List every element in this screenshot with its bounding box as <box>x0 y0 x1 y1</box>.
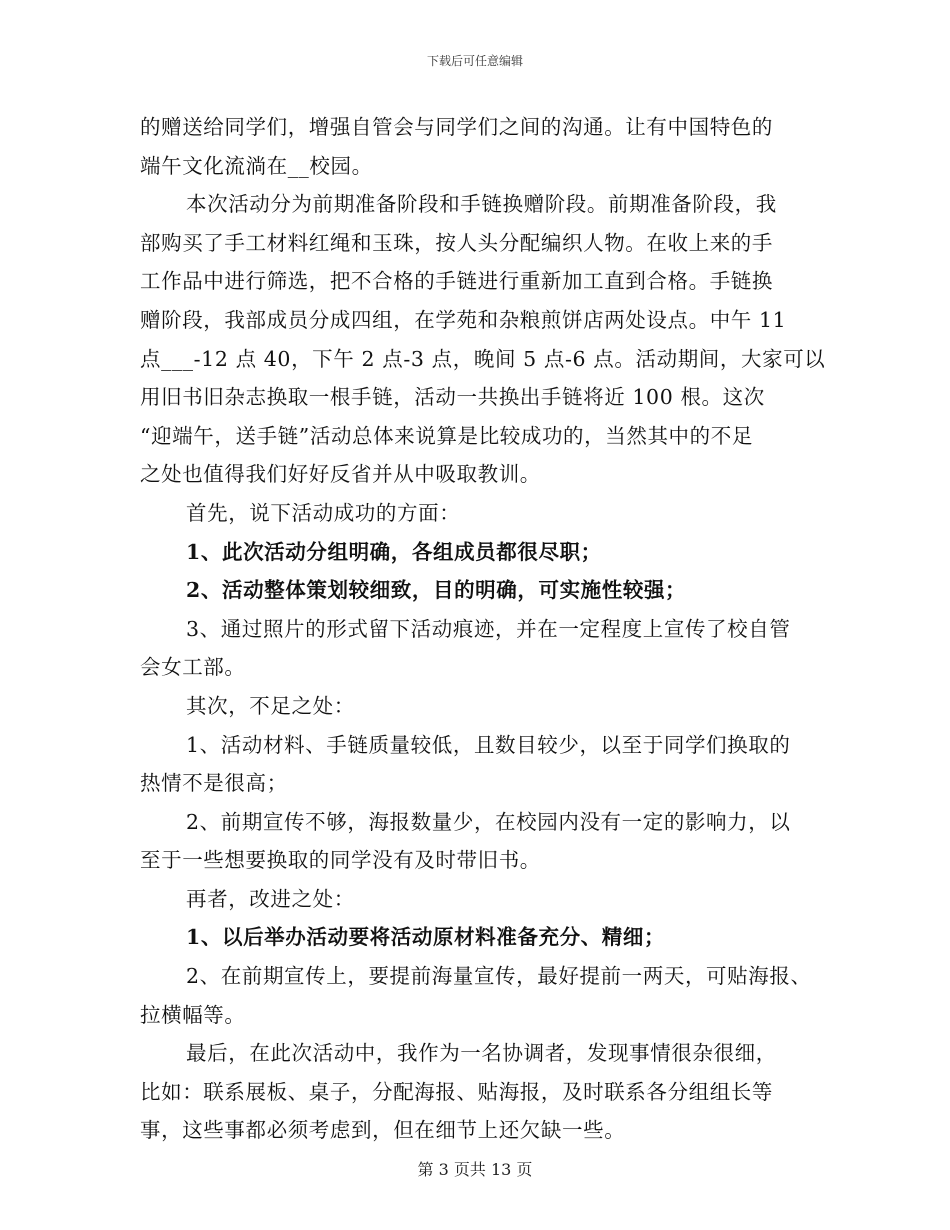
paragraph-line: 热情不是很高； <box>140 771 288 796</box>
paragraph-line: 点___-12 点 40，下午 2 点-3 点，晚间 5 点-6 点。活动期间，大家可以 <box>140 346 826 371</box>
paragraph-line: 再者，改进之处： <box>186 886 355 911</box>
paragraph-line: 的赠送给同学们，增强自管会与同学们之间的沟通。让有中国特色的 <box>140 115 773 139</box>
paragraph-line: 之处也值得我们好好反省并从中吸取教训。 <box>140 462 541 487</box>
paragraph-line: 会女工部。 <box>140 655 246 680</box>
paragraph-line: 端午文化流淌在__校园。 <box>140 153 373 178</box>
page-footer: 第 3 页共 13 页 <box>417 1160 533 1179</box>
paragraph-line: 赠阶段，我部成员分成四组，在学苑和杂粮煎饼店两处设点。中午 11 <box>140 307 787 332</box>
paragraph-line: 2、前期宣传不够，海报数量少，在校园内没有一定的影响力，以 <box>186 809 791 834</box>
paragraph-line: 拉横幅等。 <box>140 1002 246 1027</box>
page-header: 下载后可任意编辑 <box>426 54 523 68</box>
paragraph-line: 事，这些事都必须考虑到，但在细节上还欠缺一些。 <box>140 1118 626 1143</box>
paragraph-line: 部购买了手工材料红绳和玉珠，按人头分配编织人物。在收上来的手 <box>140 230 773 255</box>
paragraph-line: 2、活动整体策划较细致，目的明确，可实施性较强； <box>186 578 687 603</box>
paragraph-line: 1、此次活动分组明确，各组成员都很尽职； <box>186 539 602 564</box>
paragraph-line: 至于一些想要换取的同学没有及时带旧书。 <box>140 848 541 873</box>
paragraph-line: 1、活动材料、手链质量较低，且数目较少，以至于同学们换取的 <box>186 732 791 757</box>
paragraph-line: 其次，不足之处： <box>186 693 355 718</box>
paragraph-line: “迎端午，送手链”活动总体来说算是比较成功的，当然其中的不足 <box>140 423 753 448</box>
paragraph-line: 最后，在此次活动中，我作为一名协调者，发现事情很杂很细， <box>186 1041 777 1066</box>
paragraph-line: 首先，说下活动成功的方面： <box>186 500 461 525</box>
paragraph-line: 3、通过照片的形式留下活动痕迹，并在一定程度上宣传了校自管 <box>186 616 791 641</box>
paragraph-line: 工作品中进行筛选，把不合格的手链进行重新加工直到合格。手链换 <box>140 269 773 294</box>
paragraph-line: 2、在前期宣传上，要提前海量宣传，最好提前一两天，可贴海报、 <box>186 964 812 989</box>
document-body <box>140 108 826 1150</box>
paragraph-line: 用旧书旧杂志换取一根手链，活动一共换出手链将近 100 根。这次 <box>140 385 765 410</box>
paragraph-line: 1、以后举办活动要将活动原材料准备充分、精细； <box>186 925 666 950</box>
paragraph-line: 比如：联系展板、桌子，分配海报、贴海报，及时联系各分组组长等 <box>140 1079 773 1104</box>
paragraph-line: 本次活动分为前期准备阶段和手链换赠阶段。前期准备阶段，我 <box>186 192 777 217</box>
